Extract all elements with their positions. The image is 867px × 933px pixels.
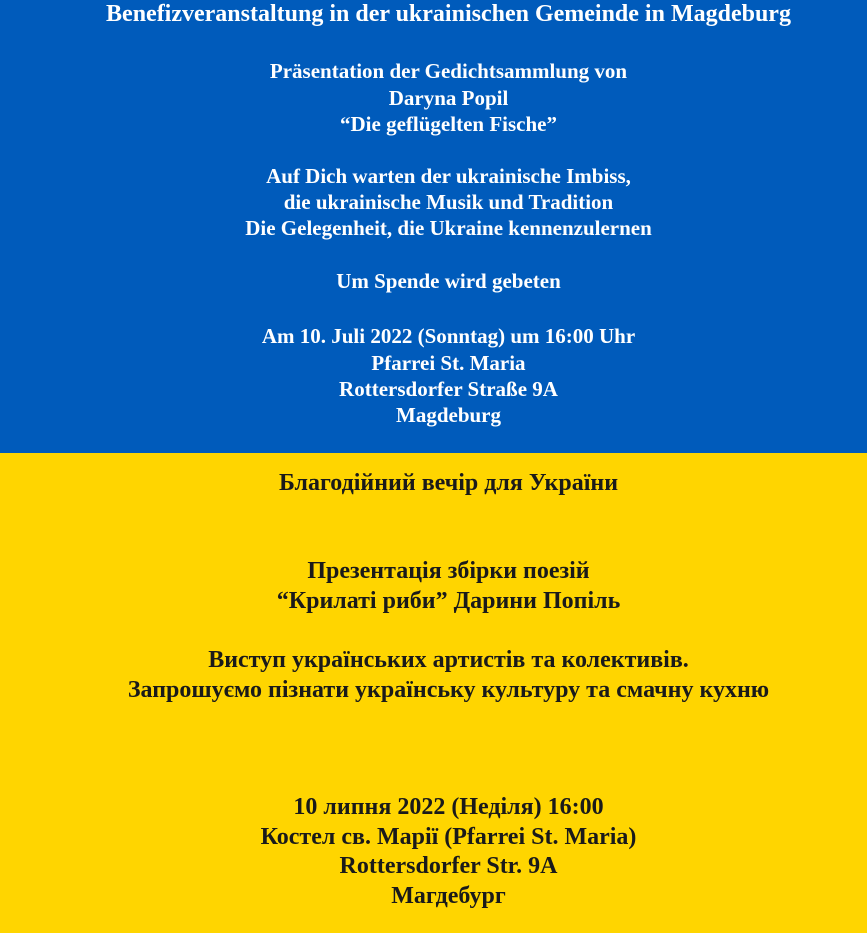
- german-title: Benefizveranstaltung in der ukrainischen Gemeinde in Magdeburg: [106, 1, 791, 27]
- german-city: Magdeburg: [396, 403, 501, 427]
- german-donation: Um Spende wird gebeten: [336, 269, 561, 293]
- ukrainian-city: Магдебург: [391, 883, 506, 909]
- ukrainian-section: [0, 453, 867, 933]
- german-offer-line-2: die ukrainische Musik und Tradition: [283, 190, 614, 214]
- ukrainian-performance-line-1: Виступ українських артистів та колективів.: [208, 647, 689, 673]
- german-street: Rottersdorfer Straße 9A: [339, 377, 558, 401]
- ukrainian-presentation-line-1: Презентація збірки поезій: [307, 558, 590, 584]
- german-offer-line-1: Auf Dich warten der ukrainische Imbiss,: [266, 164, 631, 188]
- german-venue: Pfarrei St. Maria: [371, 351, 526, 375]
- german-offer-line-3: Die Gelegenheit, die Ukraine kennenzulernen: [245, 216, 652, 240]
- german-date-time: Am 10. Juli 2022 (Sonntag) um 16:00 Uhr: [261, 324, 636, 348]
- ukrainian-performance-line-2: Запрошуємо пізнати українську культуру та смачну кухню: [127, 677, 770, 703]
- german-presentation-book-title: “Die geflügelten Fische”: [340, 112, 557, 136]
- german-section: [0, 0, 867, 453]
- ukrainian-date-time: 10 липня 2022 (Неділя) 16:00: [293, 794, 604, 820]
- ukrainian-presentation-line-2: “Крилаті риби” Дарини Попіль: [276, 588, 621, 614]
- ukrainian-title: Благодійний вечір для України: [278, 470, 619, 496]
- german-presentation-author: Daryna Popil: [388, 86, 509, 110]
- ukrainian-venue: Костел св. Марії (Pfarrei St. Maria): [260, 824, 637, 850]
- ukrainian-street: Rottersdorfer Str. 9A: [339, 853, 558, 879]
- german-presentation-line-1: Präsentation der Gedichtsammlung von: [269, 59, 628, 83]
